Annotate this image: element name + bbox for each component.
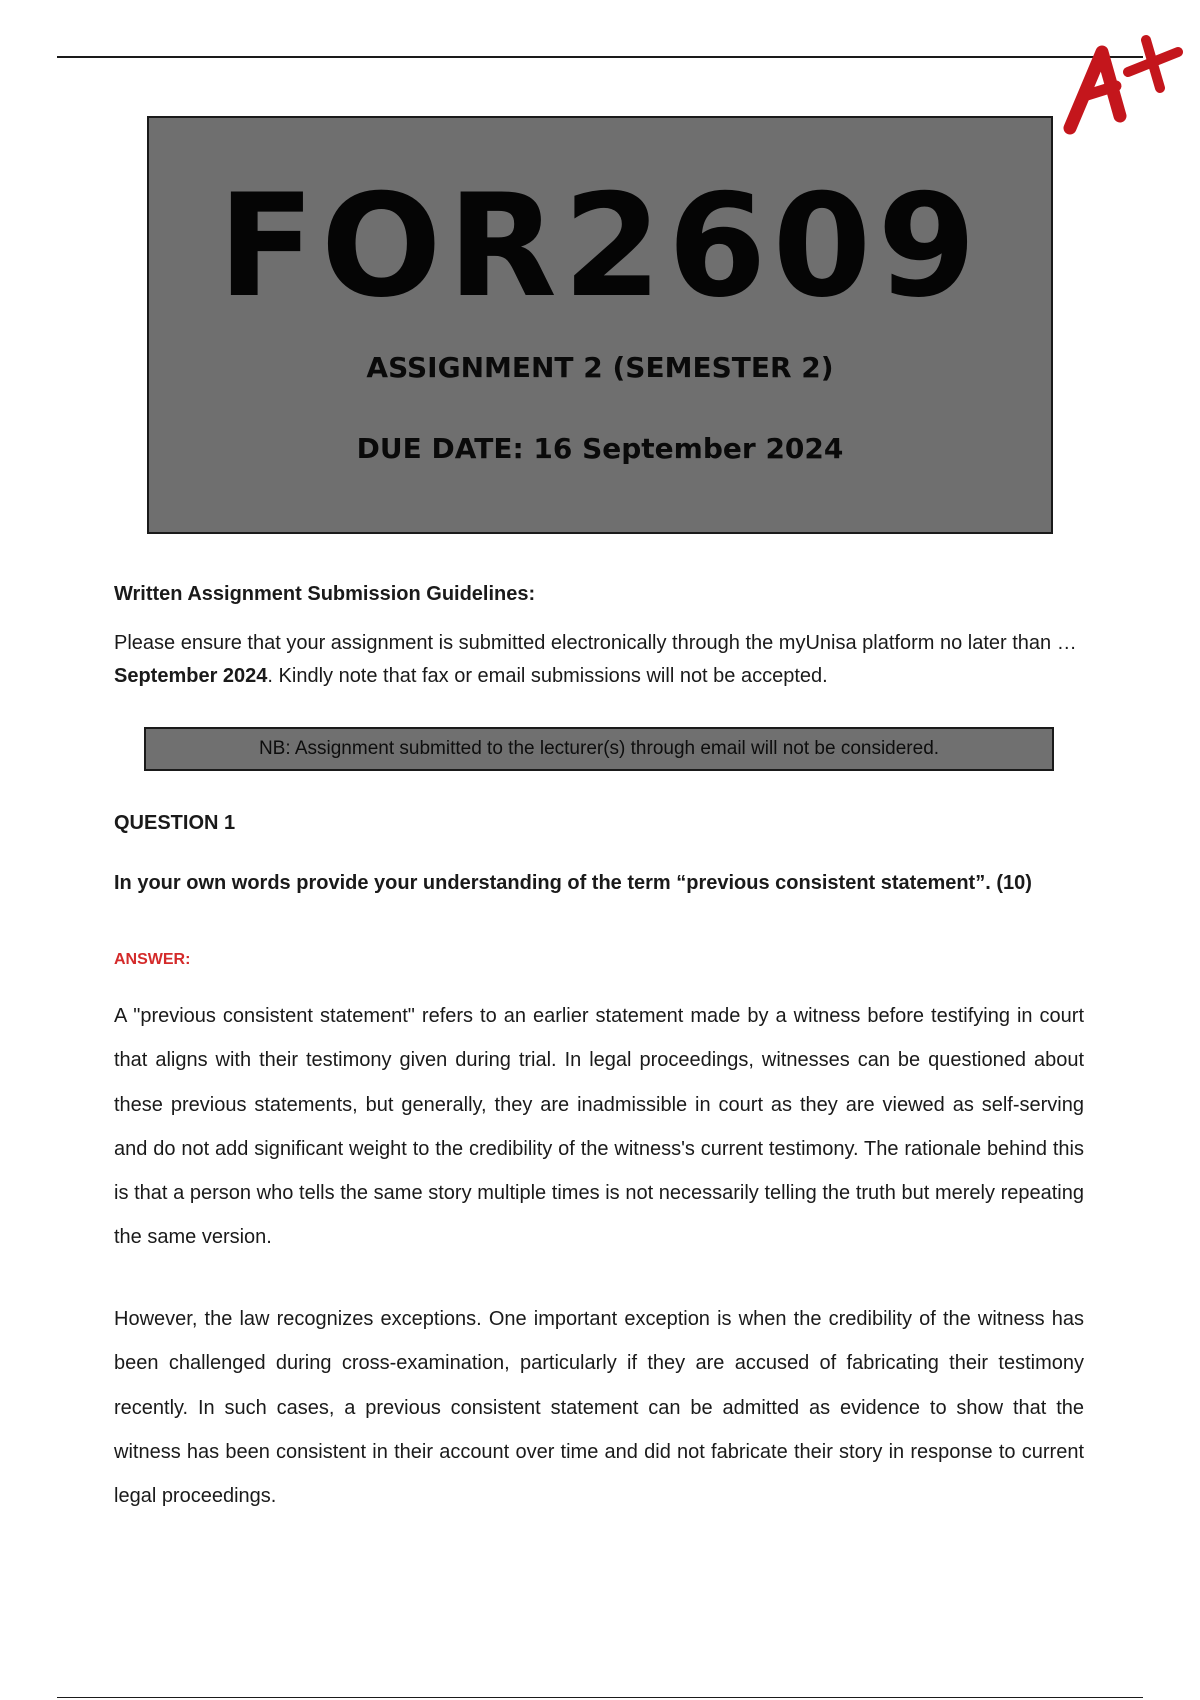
question-text: In your own words provide your understanding of the term “previous consistent statement”. (10) bbox=[114, 872, 1032, 894]
answer-label: ANSWER: bbox=[114, 951, 191, 968]
top-rule bbox=[57, 56, 1143, 58]
guidelines-body-prefix: Please ensure that your assignment is submitted electronically through the myUnisa platform no later than … bbox=[114, 632, 1077, 654]
grade-stamp-icon bbox=[1060, 30, 1190, 140]
guidelines-body-bold: September 2024 bbox=[114, 665, 268, 687]
guidelines-body-suffix: . Kindly note that fax or email submissions will not be accepted. bbox=[267, 665, 828, 687]
course-code: FOR2609 bbox=[217, 164, 983, 329]
guidelines-heading: Written Assignment Submission Guidelines: bbox=[114, 583, 536, 605]
assignment-title: ASSIGNMENT 2 (SEMESTER 2) bbox=[366, 351, 834, 384]
question-heading: QUESTION 1 bbox=[114, 812, 236, 834]
notice-box: NB: Assignment submitted to the lecturer(s) through email will not be considered. bbox=[144, 727, 1054, 771]
guidelines-body bbox=[114, 627, 1084, 693]
bottom-rule bbox=[57, 1697, 1143, 1698]
answer-paragraph: However, the law recognizes exceptions. One important exception is when the credibility of the witness has been challenged during cross-examination, particularly if they are accused of fabricating their testimony recently. In such cases, a previous consistent statement can be admitted as evidence to show that the witness has been consistent in their account over time and did not fabricate their story in response to current legal proceedings. bbox=[114, 1308, 1084, 1508]
due-date: DUE DATE: 16 September 2024 bbox=[356, 432, 844, 465]
answer-paragraph: A "previous consistent statement" refers to an earlier statement made by a witness before testifying in court that aligns with their testimony given during trial. In legal proceedings, witnesses can be questioned about these previous statements, but generally, they are inadmissible in court as they are viewed as self-serving and do not add significant weight to the credibility of the witness's current testimony. The rationale behind this is that a person who tells the same story multiple times is not necessarily telling the truth but merely repeating the same version. bbox=[114, 1005, 1084, 1249]
